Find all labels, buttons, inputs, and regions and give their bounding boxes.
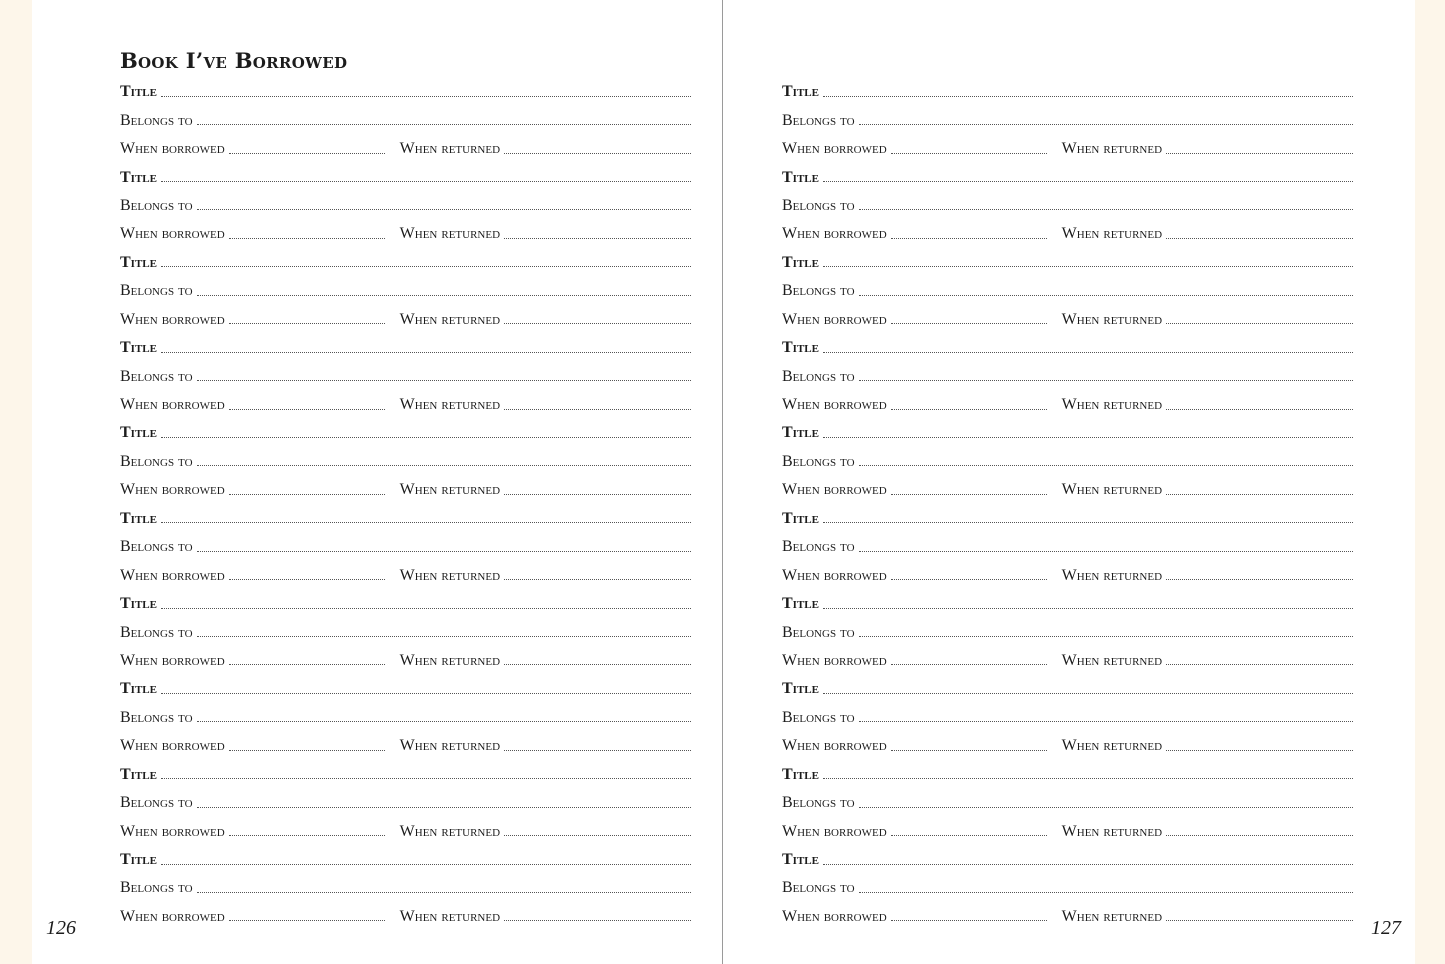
when-borrowed-line[interactable]: [891, 656, 1047, 665]
when-returned-line[interactable]: [504, 486, 691, 495]
belongs-to-row: [782, 789, 1353, 817]
title-label: Title: [782, 680, 819, 698]
title-label: Title: [120, 765, 157, 783]
when-borrowed-label: When borrowed: [120, 822, 225, 840]
belongs-to-row: [782, 448, 1353, 476]
title-line[interactable]: [823, 685, 1353, 694]
when-borrowed-label: When borrowed: [120, 481, 225, 499]
belongs-to-line[interactable]: [197, 457, 691, 466]
title-line[interactable]: [161, 88, 691, 97]
when-borrowed-label: When borrowed: [782, 651, 887, 669]
title-row: [120, 846, 691, 874]
title-label: Title: [782, 851, 819, 869]
belongs-to-line[interactable]: [197, 287, 691, 296]
when-borrowed-line[interactable]: [229, 315, 385, 324]
when-returned-label: When returned: [399, 396, 501, 414]
when-borrowed-label: When borrowed: [120, 140, 225, 158]
when-returned-line[interactable]: [504, 912, 691, 921]
dates-row: [120, 903, 691, 931]
title-line[interactable]: [823, 770, 1353, 779]
belongs-to-label: Belongs to: [782, 794, 855, 812]
belongs-to-line[interactable]: [197, 799, 691, 808]
page-number-right: 127: [1371, 917, 1401, 939]
belongs-to-line[interactable]: [197, 372, 691, 381]
when-borrowed-label: When borrowed: [782, 140, 887, 158]
title-line[interactable]: [161, 344, 691, 353]
title-line[interactable]: [823, 88, 1353, 97]
when-returned-label: When returned: [1061, 310, 1163, 328]
when-returned-label: When returned: [1061, 566, 1163, 584]
when-returned-label: When returned: [399, 140, 501, 158]
when-borrowed-label: When borrowed: [120, 310, 225, 328]
left-entries: [120, 78, 691, 931]
when-returned-line[interactable]: [504, 571, 691, 580]
belongs-to-row: [782, 533, 1353, 561]
dates-row: [782, 391, 1353, 419]
title-line[interactable]: [161, 770, 691, 779]
dates-row: [782, 561, 1353, 589]
when-borrowed-label: When borrowed: [120, 651, 225, 669]
when-returned-line[interactable]: [1166, 401, 1353, 410]
belongs-to-row: [782, 874, 1353, 902]
title-label: Title: [120, 339, 157, 357]
title-row: [120, 590, 691, 618]
dates-row: [120, 135, 691, 163]
when-returned-label: When returned: [399, 651, 501, 669]
when-returned-label: When returned: [399, 310, 501, 328]
dates-row: [782, 647, 1353, 675]
when-returned-line[interactable]: [1166, 827, 1353, 836]
belongs-to-line[interactable]: [859, 799, 1353, 808]
when-borrowed-line[interactable]: [229, 827, 385, 836]
when-returned-label: When returned: [1061, 907, 1163, 925]
when-returned-line[interactable]: [504, 827, 691, 836]
when-borrowed-line[interactable]: [229, 571, 385, 580]
title-row: [782, 163, 1353, 191]
belongs-to-label: Belongs to: [782, 282, 855, 300]
when-borrowed-label: When borrowed: [782, 481, 887, 499]
belongs-to-line[interactable]: [197, 543, 691, 552]
belongs-to-row: [120, 789, 691, 817]
belongs-to-label: Belongs to: [782, 623, 855, 641]
when-borrowed-label: When borrowed: [782, 822, 887, 840]
when-returned-line[interactable]: [1166, 656, 1353, 665]
page-number-left: 126: [46, 917, 76, 939]
dates-row: [120, 817, 691, 845]
title-label: Title: [782, 168, 819, 186]
when-returned-label: When returned: [399, 225, 501, 243]
when-returned-label: When returned: [399, 566, 501, 584]
when-returned-label: When returned: [399, 481, 501, 499]
when-returned-label: When returned: [399, 822, 501, 840]
title-label: Title: [782, 424, 819, 442]
belongs-to-row: [120, 362, 691, 390]
dates-row: [120, 220, 691, 248]
title-row: [782, 419, 1353, 447]
title-line[interactable]: [161, 258, 691, 267]
when-returned-label: When returned: [1061, 651, 1163, 669]
dates-row: [120, 561, 691, 589]
when-borrowed-label: When borrowed: [120, 907, 225, 925]
title-label: Title: [782, 253, 819, 271]
title-label: Title: [120, 509, 157, 527]
belongs-to-label: Belongs to: [120, 452, 193, 470]
belongs-to-label: Belongs to: [782, 879, 855, 897]
when-borrowed-label: When borrowed: [120, 566, 225, 584]
title-line[interactable]: [823, 600, 1353, 609]
dates-row: [782, 476, 1353, 504]
dates-row: [782, 220, 1353, 248]
when-borrowed-line[interactable]: [891, 315, 1047, 324]
title-line[interactable]: [823, 856, 1353, 865]
when-returned-line[interactable]: [504, 656, 691, 665]
when-borrowed-line[interactable]: [229, 742, 385, 751]
when-borrowed-line[interactable]: [229, 230, 385, 239]
when-returned-line[interactable]: [1166, 571, 1353, 580]
belongs-to-label: Belongs to: [120, 538, 193, 556]
belongs-to-row: [120, 448, 691, 476]
when-returned-line[interactable]: [504, 401, 691, 410]
when-returned-label: When returned: [1061, 481, 1163, 499]
belongs-to-label: Belongs to: [120, 879, 193, 897]
dates-row: [782, 135, 1353, 163]
book-spread: [32, 0, 1415, 964]
dates-row: [782, 306, 1353, 334]
when-borrowed-label: When borrowed: [782, 310, 887, 328]
right-entries: [782, 78, 1353, 931]
belongs-to-line[interactable]: [859, 116, 1353, 125]
belongs-to-line[interactable]: [859, 713, 1353, 722]
title-line[interactable]: [823, 429, 1353, 438]
dates-row: [782, 732, 1353, 760]
title-row: [120, 675, 691, 703]
title-line[interactable]: [823, 344, 1353, 353]
when-borrowed-line[interactable]: [891, 145, 1047, 154]
title-label: Title: [120, 424, 157, 442]
belongs-to-row: [782, 618, 1353, 646]
when-borrowed-label: When borrowed: [782, 907, 887, 925]
when-borrowed-label: When borrowed: [120, 225, 225, 243]
belongs-to-line[interactable]: [859, 457, 1353, 466]
belongs-to-label: Belongs to: [120, 367, 193, 385]
belongs-to-line[interactable]: [859, 372, 1353, 381]
when-borrowed-line[interactable]: [229, 401, 385, 410]
belongs-to-label: Belongs to: [120, 196, 193, 214]
title-label: Title: [120, 851, 157, 869]
belongs-to-row: [782, 277, 1353, 305]
title-label: Title: [120, 253, 157, 271]
title-row: [782, 590, 1353, 618]
belongs-to-label: Belongs to: [120, 111, 193, 129]
belongs-to-label: Belongs to: [782, 708, 855, 726]
title-row: [782, 761, 1353, 789]
when-borrowed-line[interactable]: [891, 401, 1047, 410]
when-returned-line[interactable]: [504, 230, 691, 239]
when-returned-label: When returned: [399, 907, 501, 925]
when-borrowed-line[interactable]: [891, 486, 1047, 495]
when-borrowed-line[interactable]: [891, 742, 1047, 751]
belongs-to-row: [120, 618, 691, 646]
belongs-to-line[interactable]: [197, 628, 691, 637]
title-label: Title: [120, 680, 157, 698]
title-label: Title: [782, 83, 819, 101]
title-row: [120, 505, 691, 533]
when-borrowed-label: When borrowed: [782, 737, 887, 755]
when-returned-label: When returned: [1061, 822, 1163, 840]
title-label: Title: [120, 595, 157, 613]
page-heading: Book I’ve Borrowed: [120, 48, 348, 73]
title-row: [120, 761, 691, 789]
title-row: [782, 249, 1353, 277]
title-row: [782, 334, 1353, 362]
belongs-to-line[interactable]: [197, 201, 691, 210]
title-line[interactable]: [161, 429, 691, 438]
title-row: [782, 846, 1353, 874]
belongs-to-label: Belongs to: [120, 282, 193, 300]
belongs-to-line[interactable]: [859, 201, 1353, 210]
belongs-to-line[interactable]: [859, 884, 1353, 893]
title-line[interactable]: [161, 514, 691, 523]
dates-row: [120, 647, 691, 675]
when-borrowed-line[interactable]: [229, 145, 385, 154]
belongs-to-label: Belongs to: [782, 111, 855, 129]
title-line[interactable]: [161, 600, 691, 609]
title-line[interactable]: [823, 173, 1353, 182]
right-page: [723, 0, 1415, 964]
when-returned-line[interactable]: [1166, 912, 1353, 921]
belongs-to-line[interactable]: [859, 543, 1353, 552]
title-label: Title: [782, 509, 819, 527]
belongs-to-row: [782, 192, 1353, 220]
belongs-to-label: Belongs to: [782, 367, 855, 385]
when-returned-line[interactable]: [504, 315, 691, 324]
belongs-to-row: [120, 533, 691, 561]
when-returned-label: When returned: [1061, 140, 1163, 158]
when-borrowed-line[interactable]: [891, 827, 1047, 836]
dates-row: [120, 391, 691, 419]
when-returned-line[interactable]: [1166, 145, 1353, 154]
when-returned-label: When returned: [399, 737, 501, 755]
when-borrowed-line[interactable]: [891, 912, 1047, 921]
belongs-to-label: Belongs to: [120, 794, 193, 812]
left-page: [32, 0, 722, 964]
belongs-to-row: [782, 362, 1353, 390]
title-row: [782, 505, 1353, 533]
when-borrowed-line[interactable]: [891, 230, 1047, 239]
belongs-to-line[interactable]: [197, 116, 691, 125]
belongs-to-label: Belongs to: [782, 452, 855, 470]
dates-row: [120, 306, 691, 334]
when-borrowed-label: When borrowed: [782, 566, 887, 584]
belongs-to-label: Belongs to: [120, 623, 193, 641]
title-line[interactable]: [161, 856, 691, 865]
title-label: Title: [782, 339, 819, 357]
dates-row: [782, 903, 1353, 931]
title-line[interactable]: [161, 685, 691, 694]
when-borrowed-line[interactable]: [229, 912, 385, 921]
when-borrowed-label: When borrowed: [120, 396, 225, 414]
title-row: [120, 419, 691, 447]
title-row: [782, 675, 1353, 703]
when-returned-line[interactable]: [504, 742, 691, 751]
title-line[interactable]: [823, 258, 1353, 267]
title-line[interactable]: [161, 173, 691, 182]
title-row: [120, 334, 691, 362]
belongs-to-row: [120, 874, 691, 902]
belongs-to-line[interactable]: [859, 287, 1353, 296]
when-borrowed-label: When borrowed: [782, 225, 887, 243]
belongs-to-row: [120, 277, 691, 305]
dates-row: [120, 476, 691, 504]
title-label: Title: [120, 83, 157, 101]
belongs-to-label: Belongs to: [782, 538, 855, 556]
when-returned-label: When returned: [1061, 396, 1163, 414]
when-borrowed-line[interactable]: [891, 571, 1047, 580]
title-line[interactable]: [823, 514, 1353, 523]
belongs-to-row: [120, 106, 691, 134]
belongs-to-row: [120, 192, 691, 220]
when-returned-line[interactable]: [504, 145, 691, 154]
belongs-to-label: Belongs to: [120, 708, 193, 726]
belongs-to-row: [120, 704, 691, 732]
belongs-to-label: Belongs to: [782, 196, 855, 214]
belongs-to-row: [782, 106, 1353, 134]
when-borrowed-line[interactable]: [229, 656, 385, 665]
when-returned-label: When returned: [1061, 737, 1163, 755]
title-row: [120, 78, 691, 106]
when-borrowed-line[interactable]: [229, 486, 385, 495]
title-row: [782, 78, 1353, 106]
when-returned-line[interactable]: [1166, 486, 1353, 495]
dates-row: [782, 817, 1353, 845]
dates-row: [120, 732, 691, 760]
belongs-to-line[interactable]: [197, 713, 691, 722]
when-returned-line[interactable]: [1166, 315, 1353, 324]
belongs-to-line[interactable]: [859, 628, 1353, 637]
belongs-to-row: [782, 704, 1353, 732]
when-returned-label: When returned: [1061, 225, 1163, 243]
when-returned-line[interactable]: [1166, 742, 1353, 751]
title-row: [120, 249, 691, 277]
when-returned-line[interactable]: [1166, 230, 1353, 239]
when-borrowed-label: When borrowed: [782, 396, 887, 414]
title-label: Title: [782, 595, 819, 613]
title-label: Title: [120, 168, 157, 186]
belongs-to-line[interactable]: [197, 884, 691, 893]
when-borrowed-label: When borrowed: [120, 737, 225, 755]
title-row: [120, 163, 691, 191]
title-label: Title: [782, 765, 819, 783]
